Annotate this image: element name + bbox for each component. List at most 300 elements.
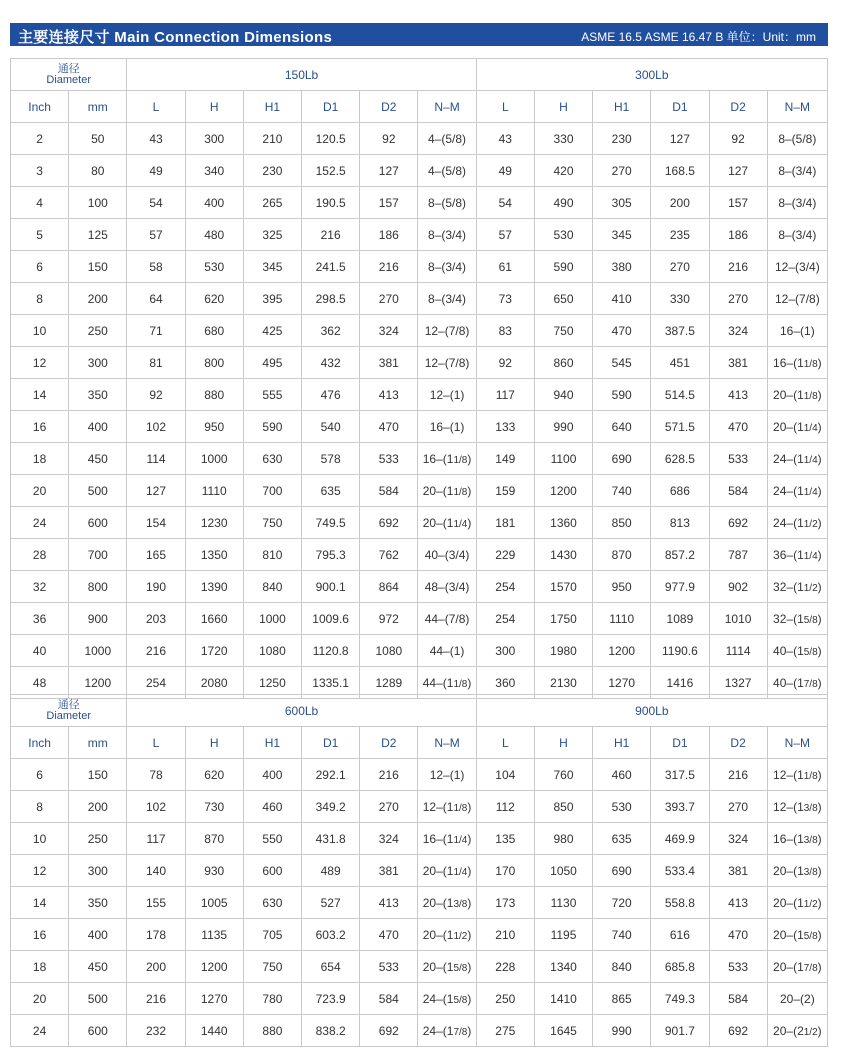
table-cell: 489 [302,855,360,887]
table-cell: 24–(11/2) [767,507,827,539]
diameter-label-cn: 通径 [57,698,80,711]
table-cell: 8–(3/4) [418,283,476,315]
table-cell: 210 [243,123,301,155]
table-cell: 1080 [360,635,418,667]
table-cell: 61 [476,251,534,283]
table-cell: 640 [593,411,651,443]
table-row [11,603,828,635]
table-cell: 350 [69,379,127,411]
table-cell: 12–(7/8) [418,315,476,347]
table-cell: 1200 [69,667,127,699]
table-cell: 216 [709,759,767,791]
table-cell: 795.3 [302,539,360,571]
table-cell: 270 [593,155,651,187]
table-cell: 48 [11,667,69,699]
table-cell: 1360 [534,507,592,539]
table-cell: 2130 [534,667,592,699]
table-cell: 730 [185,791,243,823]
table-cell: 900.1 [302,571,360,603]
table-cell: 24 [11,1015,69,1047]
table-cell: 20–(11/4) [767,411,827,443]
table-cell: 413 [360,379,418,411]
column-header: L [127,91,185,123]
table-cell: 750 [243,507,301,539]
table-cell: 12–(11/8) [767,759,827,791]
column-header-row [11,91,828,123]
table-cell: 850 [593,507,651,539]
table-cell: 300 [476,635,534,667]
table-cell: 584 [709,983,767,1015]
table-cell: 381 [709,855,767,887]
table-cell: 14 [11,887,69,919]
column-header: D1 [302,91,360,123]
table-cell: 590 [593,379,651,411]
table-cell: 178 [127,919,185,951]
table-cell: 395 [243,283,301,315]
table-cell: 43 [127,123,185,155]
table-cell: 480 [185,219,243,251]
page-title: 主要连接尺寸 Main Connection Dimensions [18,29,333,46]
table-cell: 692 [360,1015,418,1047]
table-cell: 20–(13/8) [418,887,476,919]
table-cell: 324 [360,315,418,347]
fraction: 7/8 [803,962,818,974]
table-cell: 32–(15/8) [767,603,827,635]
column-header: D1 [302,727,360,759]
table-cell: 8–(3/4) [418,251,476,283]
table-row [11,635,828,667]
fraction: 5/8 [453,962,468,974]
table-cell: 1200 [534,475,592,507]
table-row [11,123,828,155]
fraction: 3/8 [453,898,468,910]
table-cell: 1000 [243,603,301,635]
table-cell: 584 [360,983,418,1015]
table-cell: 104 [476,759,534,791]
table-cell: 620 [185,759,243,791]
table-cell: 1660 [185,603,243,635]
table-row [11,411,828,443]
table-cell: 1110 [593,603,651,635]
table-cell: 345 [243,251,301,283]
table-cell: 360 [476,667,534,699]
column-header: D2 [709,727,767,759]
table-cell: 20–(11/2) [418,919,476,951]
table-cell: 24–(11/4) [767,475,827,507]
table-cell: 800 [185,347,243,379]
table-cell: 92 [709,123,767,155]
table-cell: 1000 [185,443,243,475]
column-header: N–M [767,91,827,123]
table-cell: 49 [127,155,185,187]
table-cell: 349.2 [302,791,360,823]
table-cell: 470 [709,411,767,443]
table-cell: 1350 [185,539,243,571]
table-cell: 200 [69,283,127,315]
table-cell: 40 [11,635,69,667]
table-cell: 24 [11,507,69,539]
diameter-label-en: Diameter [46,73,92,86]
table-cell: 720 [593,887,651,919]
table-cell: 190 [127,571,185,603]
table-row [11,187,828,219]
table-cell: 16–(1) [767,315,827,347]
table-cell: 490 [534,187,592,219]
table-cell: 1340 [534,951,592,983]
table-cell: 18 [11,443,69,475]
table-cell: 57 [127,219,185,251]
table-cell: 216 [302,219,360,251]
diameter-label [11,695,127,727]
table-cell: 48–(3/4) [418,571,476,603]
fraction: 1/4 [453,834,468,846]
table-cell: 168.5 [651,155,709,187]
table-cell: 20–(11/8) [418,475,476,507]
table-cell: 413 [709,887,767,919]
column-header-row [11,727,828,759]
table-cell: 413 [360,887,418,919]
column-header: H [534,91,592,123]
table-row [11,219,828,251]
fraction: 1/8 [453,454,468,466]
fraction: 1/8 [453,802,468,814]
table-cell: 16–(13/8) [767,823,827,855]
column-header: N–M [418,91,476,123]
table-cell: 127 [709,155,767,187]
table-cell: 32–(11/2) [767,571,827,603]
table-cell: 600 [69,507,127,539]
table-cell: 12–(3/4) [767,251,827,283]
table-cell: 450 [69,443,127,475]
fraction: 1/2 [803,898,818,910]
table-cell: 603.2 [302,919,360,951]
table-cell: 8 [11,791,69,823]
table-cell: 1100 [534,443,592,475]
table-cell: 20–(11/4) [418,507,476,539]
dimensions-table-150-300 [10,58,828,699]
table-cell: 530 [593,791,651,823]
table-cell: 857.2 [651,539,709,571]
table-cell: 1390 [185,571,243,603]
table-cell: 250 [476,983,534,1015]
table-cell: 500 [69,475,127,507]
table-cell: 173 [476,887,534,919]
table-cell: 324 [709,823,767,855]
table-cell: 420 [534,155,592,187]
column-header: D1 [651,727,709,759]
table-cell: 977.9 [651,571,709,603]
table-cell: 254 [476,603,534,635]
column-header: mm [69,727,127,759]
table-cell: 92 [476,347,534,379]
table-cell: 692 [360,507,418,539]
fraction: 7/8 [453,1026,468,1038]
column-header: H1 [243,91,301,123]
table-cell: 200 [127,951,185,983]
table-cell: 1645 [534,1015,592,1047]
table-cell: 5 [11,219,69,251]
column-header: N–M [418,727,476,759]
table-cell: 36–(11/4) [767,539,827,571]
table-cell: 413 [709,379,767,411]
table-cell: 133 [476,411,534,443]
table-cell: 181 [476,507,534,539]
pressure-class-a: 600Lb [127,695,476,727]
table-cell: 81 [127,347,185,379]
table-cell: 616 [651,919,709,951]
table-cell: 680 [185,315,243,347]
table-cell: 254 [476,571,534,603]
table-cell: 24–(15/8) [418,983,476,1015]
table-cell: 620 [185,283,243,315]
fraction: 1/4 [453,866,468,878]
fraction: 3/8 [803,802,818,814]
table-cell: 12–(1) [418,759,476,791]
fraction: 1/8 [453,486,468,498]
table-row [11,283,828,315]
table-cell: 635 [302,475,360,507]
table-cell: 469.9 [651,823,709,855]
fraction: 1/4 [453,518,468,530]
table-cell: 431.8 [302,823,360,855]
table-row [11,855,828,887]
table-cell: 630 [243,887,301,919]
table-cell: 750 [534,315,592,347]
table-cell: 73 [476,283,534,315]
table-cell: 635 [593,823,651,855]
table-cell: 495 [243,347,301,379]
table-cell: 527 [302,887,360,919]
table-cell: 8–(3/4) [767,219,827,251]
table-cell: 470 [709,919,767,951]
column-header: H1 [243,727,301,759]
table-cell: 92 [127,379,185,411]
table-cell: 760 [534,759,592,791]
column-header: H [534,727,592,759]
table-cell: 24–(17/8) [418,1015,476,1047]
table-cell: 1327 [709,667,767,699]
table-cell: 8 [11,283,69,315]
table-cell: 298.5 [302,283,360,315]
table-cell: 203 [127,603,185,635]
table-cell: 880 [243,1015,301,1047]
pressure-class-b: 900Lb [476,695,827,727]
table-cell: 1050 [534,855,592,887]
table-cell: 1230 [185,507,243,539]
table-cell: 690 [593,855,651,887]
table-cell: 571.5 [651,411,709,443]
table-cell: 210 [476,919,534,951]
table-cell: 410 [593,283,651,315]
table-cell: 20–(21/2) [767,1015,827,1047]
table-cell: 2 [11,123,69,155]
table-cell: 140 [127,855,185,887]
table-cell: 393.7 [651,791,709,823]
standard-and-unit: ASME 16.5 ASME 16.47 B 单位：Unit：mm [581,30,816,44]
table-cell: 750 [243,951,301,983]
column-header: Inch [11,727,69,759]
column-header: H1 [593,727,651,759]
table-cell: 630 [243,443,301,475]
table-cell: 186 [709,219,767,251]
table-cell: 705 [243,919,301,951]
table-cell: 216 [360,251,418,283]
table-cell: 1335.1 [302,667,360,699]
group-header-row [11,59,828,91]
table-cell: 159 [476,475,534,507]
table-cell: 860 [534,347,592,379]
table-row [11,475,828,507]
table-cell: 1270 [185,983,243,1015]
table-cell: 870 [185,823,243,855]
table-row [11,1015,828,1047]
table-cell: 40–(15/8) [767,635,827,667]
table-cell: 190.5 [302,187,360,219]
column-header: D2 [709,91,767,123]
table-cell: 64 [127,283,185,315]
table-cell: 78 [127,759,185,791]
table-cell: 685.8 [651,951,709,983]
column-header: L [476,91,534,123]
fraction: 1/8 [453,678,468,690]
table-cell: 762 [360,539,418,571]
table-cell: 400 [243,759,301,791]
table-cell: 102 [127,411,185,443]
table-cell: 850 [534,791,592,823]
table-cell: 600 [69,1015,127,1047]
table-cell: 780 [243,983,301,1015]
table-row [11,983,828,1015]
column-header: Inch [11,91,69,123]
table-cell: 1720 [185,635,243,667]
fraction: 1/2 [453,930,468,942]
table-cell: 901.7 [651,1015,709,1047]
page-header [10,23,828,46]
table-cell: 120.5 [302,123,360,155]
table-cell: 530 [185,251,243,283]
table-cell: 1080 [243,635,301,667]
table-cell: 102 [127,791,185,823]
table-cell: 584 [360,475,418,507]
table-cell: 16 [11,919,69,951]
table-row [11,443,828,475]
column-header: H1 [593,91,651,123]
table-row [11,379,828,411]
table-cell: 127 [651,123,709,155]
table-cell: 362 [302,315,360,347]
table-row [11,539,828,571]
fraction: 1/2 [803,1026,818,1038]
table-cell: 20–(13/8) [767,855,827,887]
column-header: D2 [360,91,418,123]
table-cell: 381 [360,347,418,379]
table-cell: 305 [593,187,651,219]
table-cell: 628.5 [651,443,709,475]
table-cell: 380 [593,251,651,283]
table-cell: 900 [69,603,127,635]
table-cell: 700 [69,539,127,571]
table-cell: 270 [709,283,767,315]
table-cell: 840 [243,571,301,603]
table-cell: 170 [476,855,534,887]
table-cell: 8–(3/4) [767,187,827,219]
table-cell: 16–(1) [418,411,476,443]
table-cell: 550 [243,823,301,855]
table-cell: 340 [185,155,243,187]
table-cell: 990 [534,411,592,443]
table-cell: 20 [11,983,69,1015]
table-cell: 270 [360,283,418,315]
table-cell: 216 [709,251,767,283]
table-cell: 533 [360,951,418,983]
table-cell: 127 [127,475,185,507]
table-cell: 100 [69,187,127,219]
table-cell: 241.5 [302,251,360,283]
table-cell: 4–(5/8) [418,123,476,155]
table-cell: 1005 [185,887,243,919]
table-cell: 3 [11,155,69,187]
table-cell: 990 [593,1015,651,1047]
table-cell: 533 [709,951,767,983]
table-cell: 12–(13/8) [767,791,827,823]
table-cell: 16–(11/4) [418,823,476,855]
table-cell: 865 [593,983,651,1015]
table-cell: 155 [127,887,185,919]
column-header: mm [69,91,127,123]
table-cell: 44–(1) [418,635,476,667]
table-cell: 1570 [534,571,592,603]
table-cell: 8–(3/4) [418,219,476,251]
table-cell: 14 [11,379,69,411]
fraction: 7/8 [803,678,818,690]
pressure-class-b: 300Lb [476,59,827,91]
table-cell: 749.5 [302,507,360,539]
table-cell: 533 [360,443,418,475]
table-cell: 690 [593,443,651,475]
fraction: 1/4 [803,422,818,434]
table-cell: 476 [302,379,360,411]
table-cell: 540 [302,411,360,443]
table-cell: 470 [360,411,418,443]
table-cell: 590 [243,411,301,443]
table-cell: 324 [709,315,767,347]
table-cell: 8–(5/8) [767,123,827,155]
table-cell: 381 [360,855,418,887]
table-row [11,315,828,347]
table-cell: 216 [360,759,418,791]
table-cell: 300 [69,855,127,887]
table-cell: 400 [69,411,127,443]
table-cell: 10 [11,315,69,347]
table-cell: 127 [360,155,418,187]
table-cell: 40–(3/4) [418,539,476,571]
table-cell: 254 [127,667,185,699]
table-cell: 117 [127,823,185,855]
table-cell: 20–(15/8) [767,919,827,951]
table-cell: 270 [360,791,418,823]
table-row [11,823,828,855]
fraction: 1/4 [803,486,818,498]
table-cell: 270 [651,251,709,283]
table-cell: 1410 [534,983,592,1015]
table-cell: 4–(5/8) [418,155,476,187]
pressure-class-a: 150Lb [127,59,476,91]
table-cell: 152.5 [302,155,360,187]
table-cell: 470 [593,315,651,347]
table-cell: 740 [593,475,651,507]
table-cell: 216 [127,635,185,667]
table-cell: 270 [709,791,767,823]
